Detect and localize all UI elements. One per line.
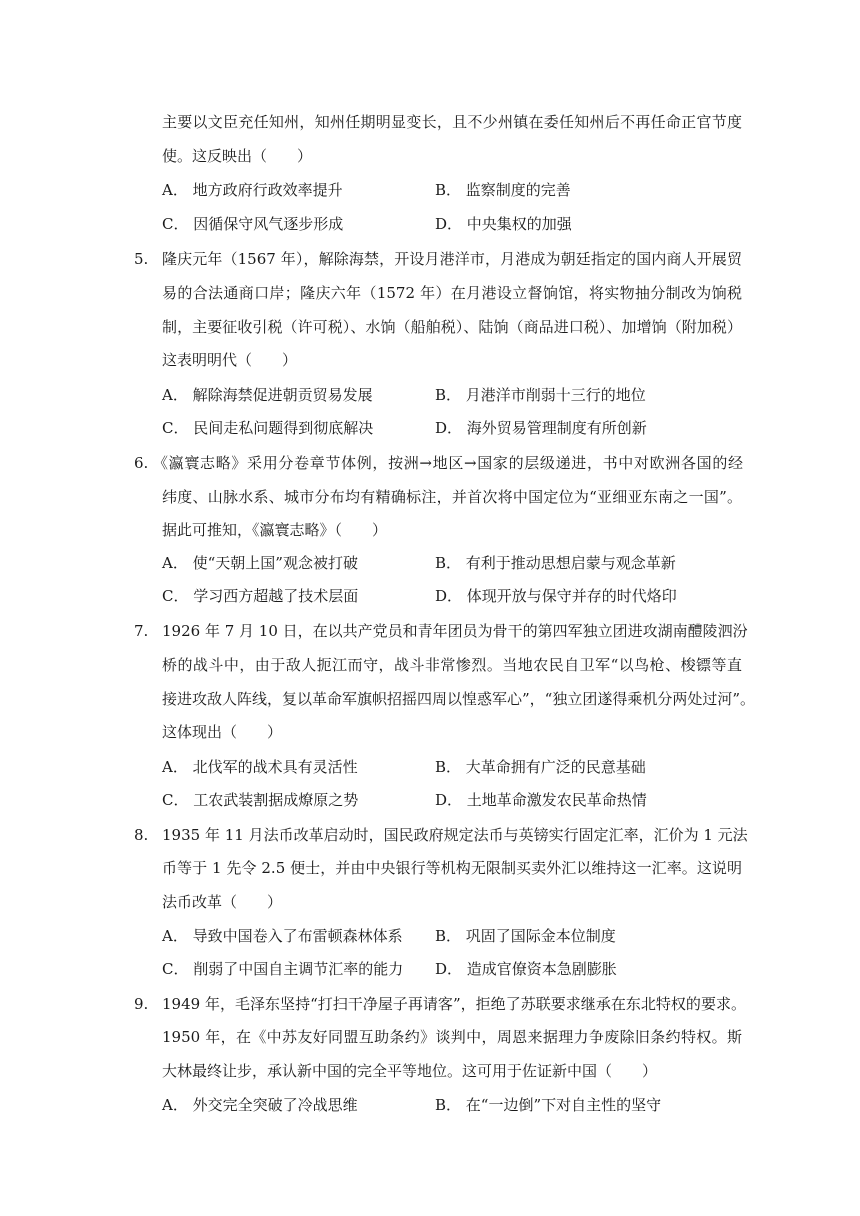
q4-option-d[interactable]: D． 中央集权的加强	[435, 215, 572, 233]
q9-stem-line-1: 1949 年，毛泽东坚持“打扫干净屋子再请客”，拒绝了苏联要求继承在东北特权的要求。	[162, 995, 746, 1013]
q5-option-b[interactable]: B． 月港洋市削弱十三行的地位	[435, 386, 646, 404]
q8-option-c[interactable]: C． 削弱了中国自主调节汇率的能力	[162, 960, 404, 978]
q7-option-a[interactable]: A． 北伐军的战术具有灵活性	[162, 758, 358, 776]
q8-number: 8.	[134, 826, 149, 844]
q5-number: 5.	[134, 250, 149, 268]
q9-number: 9.	[134, 995, 149, 1013]
q7-number: 7.	[134, 622, 149, 640]
q7-stem-line-4: 这体现出（ ）	[162, 723, 283, 741]
q8-option-d[interactable]: D． 造成官僚资本急剧膨胀	[435, 960, 617, 978]
q7-stem-line-2: 桥的战斗中，由于敌人扼江而守，战斗非常惨烈。当地农民自卫军“以鸟枪、梭镖等直	[162, 656, 742, 674]
q8-stem-line-2: 币等于 1 先令 2.5 便士，并由中央银行等机构无限制买卖外汇以维持这一汇率。这说明	[162, 859, 742, 877]
q6-option-a[interactable]: A． 使“天朝上国”观念被打破	[162, 554, 358, 572]
q5-option-a[interactable]: A． 解除海禁促进朝贡贸易发展	[162, 386, 373, 404]
q6-stem-line-1: 《瀛寰志略》采用分卷章节体例，按洲→地区→国家的层级递进，书中对欧洲各国的经	[153, 454, 743, 472]
q8-option-b[interactable]: B． 巩固了国际金本位制度	[435, 927, 616, 945]
q8-stem-line-3: 法币改革（ ）	[162, 893, 283, 911]
q7-stem-line-1: 1926 年 7 月 10 日，在以共产党员和青年团员为骨干的第四军独立团进攻湖南醴陵泗汾	[162, 622, 748, 640]
q7-option-d[interactable]: D． 土地革命激发农民革命热情	[435, 791, 647, 809]
q5-option-c[interactable]: C． 民间走私问题得到彻底解决	[162, 419, 374, 437]
q9-stem-line-3: 大林最终让步，承认新中国的完全平等地位。这可用于佐证新中国（ ）	[162, 1062, 658, 1080]
q6-option-c[interactable]: C． 学习西方超越了技术层面	[162, 587, 359, 605]
q9-option-a[interactable]: A． 外交完全突破了冷战思维	[162, 1096, 358, 1114]
q6-number: 6.	[134, 454, 149, 472]
q6-option-b[interactable]: B． 有利于推动思想启蒙与观念革新	[435, 554, 676, 572]
q4-stem-line-2: 使。这反映出（ ）	[162, 147, 313, 165]
q5-stem-line-2: 易的合法通商口岸；隆庆六年（1572 年）在月港设立督饷馆，将实物抽分制改为饷税	[162, 284, 742, 302]
q4-option-a[interactable]: A． 地方政府行政效率提升	[162, 181, 343, 199]
q5-stem-line-3: 制，主要征收引税（许可税）、水饷（船舶税）、陆饷（商品进口税）、加增饷（附加税）	[162, 318, 742, 336]
q6-stem-line-3: 据此可推知，《瀛寰志略》（ ）	[162, 521, 388, 539]
q6-option-d[interactable]: D． 体现开放与保守并存的时代烙印	[435, 587, 677, 605]
q7-stem-line-3: 接进攻敌人阵线，复以革命军旗帜招摇四周以惶惑军心”，“独立团遂得乘机分两处过河”。	[162, 690, 756, 708]
q7-option-c[interactable]: C． 工农武装割据成燎原之势	[162, 791, 359, 809]
q4-option-c[interactable]: C． 因循保守风气逐步形成	[162, 215, 344, 233]
q7-option-b[interactable]: B． 大革命拥有广泛的民意基础	[435, 758, 646, 776]
q9-stem-line-2: 1950 年，在《中苏友好同盟互助条约》谈判中，周恩来据理力争废除旧条约特权。斯	[162, 1028, 742, 1046]
q8-option-a[interactable]: A． 导致中国卷入了布雷顿森林体系	[162, 927, 403, 945]
q4-stem-line-1: 主要以文臣充任知州，知州任期明显变长，且不少州镇在委任知州后不再任命正官节度	[162, 113, 742, 131]
q4-option-b[interactable]: B． 监察制度的完善	[435, 181, 571, 199]
q6-stem-line-2: 纬度、山脉水系、城市分布均有精确标注，并首次将中国定位为“亚细亚东南之一国”。	[162, 488, 742, 506]
q5-stem-line-1: 隆庆元年（1567 年），解除海禁，开设月港洋市，月港成为朝廷指定的国内商人开展贸	[162, 250, 742, 268]
q8-stem-line-1: 1935 年 11 月法币改革启动时，国民政府规定法币与英镑实行固定汇率，汇价为 1 元法	[162, 826, 748, 844]
q5-option-d[interactable]: D． 海外贸易管理制度有所创新	[435, 419, 647, 437]
q9-option-b[interactable]: B． 在“一边倒”下对自主性的坚守	[435, 1096, 662, 1114]
q5-stem-line-4: 这表明明代（ ）	[162, 351, 298, 369]
